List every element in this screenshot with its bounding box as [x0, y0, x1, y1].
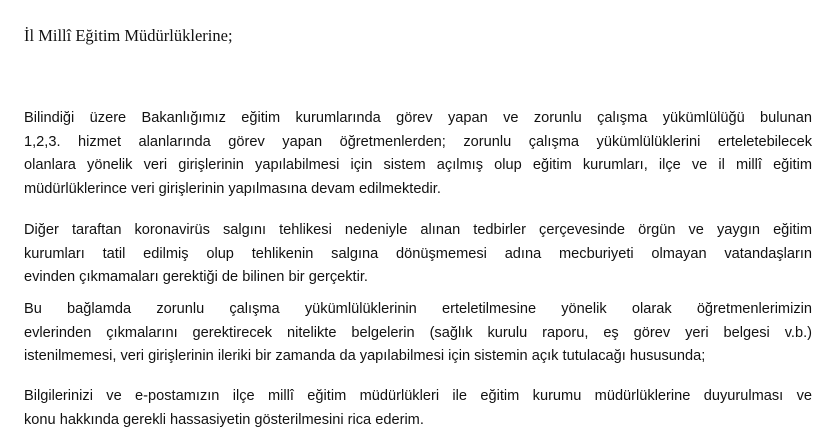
- paragraph-1: [24, 107, 812, 201]
- paragraph-line: müdürlüklerince veri girişlerinin yapılmasına devam edilmektedir.: [24, 180, 441, 197]
- paragraph-line: evlerinden çıkmalarını gerektirecek nitelikte belgelerin (sağlık kurulu raporu, eş görev yeri belgesi v.b.): [24, 324, 812, 341]
- paragraph-line: evinden çıkmamaları gerektiği de bilinen bir gerçektir.: [24, 269, 368, 285]
- paragraph-line: Bilgilerinizi ve e-postamızın ilçe millî eğitim müdürlükleri ile eğitim kurumu müdürlüklerine duyurulması ve: [24, 388, 812, 404]
- paragraph-2: [24, 219, 812, 290]
- paragraph-4: [24, 385, 812, 432]
- paragraph-line: 1,2,3. hizmet alanlarında görev yapan öğretmenlerden; zorunlu çalışma yükümlülüklerini erteletebilecek: [24, 133, 812, 150]
- paragraph-3: [24, 298, 812, 369]
- paragraph-line: Bu bağlamda zorunlu çalışma yükümlülüklerinin erteletilmesine yönelik olarak öğretmenlerimizin: [24, 301, 812, 317]
- paragraph-line: olanlara yönelik veri girişlerinin yapılabilmesi için sistem açılmış olup eğitim kurumları, ilçe ve il millî eğitim: [24, 157, 812, 173]
- paragraph-line: konu hakkında gerekli hassasiyetin gösterilmesini rica ederim.: [24, 411, 424, 428]
- salutation: İl Millî Eğitim Müdürlüklerine;: [24, 26, 233, 45]
- paragraph-line: kurumları tatil edilmiş olup tehlikenin salgına dönüşmemesi adına mecburiyeti olmayan vatandaşların: [24, 245, 812, 262]
- paragraph-line: Diğer taraftan koronavirüs salgını tehlikesi nedeniyle alınan tedbirler çerçevesinde örgün ve yaygın eğitim: [24, 222, 812, 238]
- paragraph-line: Bilindiği üzere Bakanlığımız eğitim kurumlarında görev yapan ve zorunlu çalışma yükümlülüğü bulunan: [24, 110, 812, 126]
- paragraph-line: istenilmemesi, veri girişlerinin ileriki bir zamanda da yapılabilmesi için sistemin açık tutulacağı hususunda;: [24, 348, 706, 364]
